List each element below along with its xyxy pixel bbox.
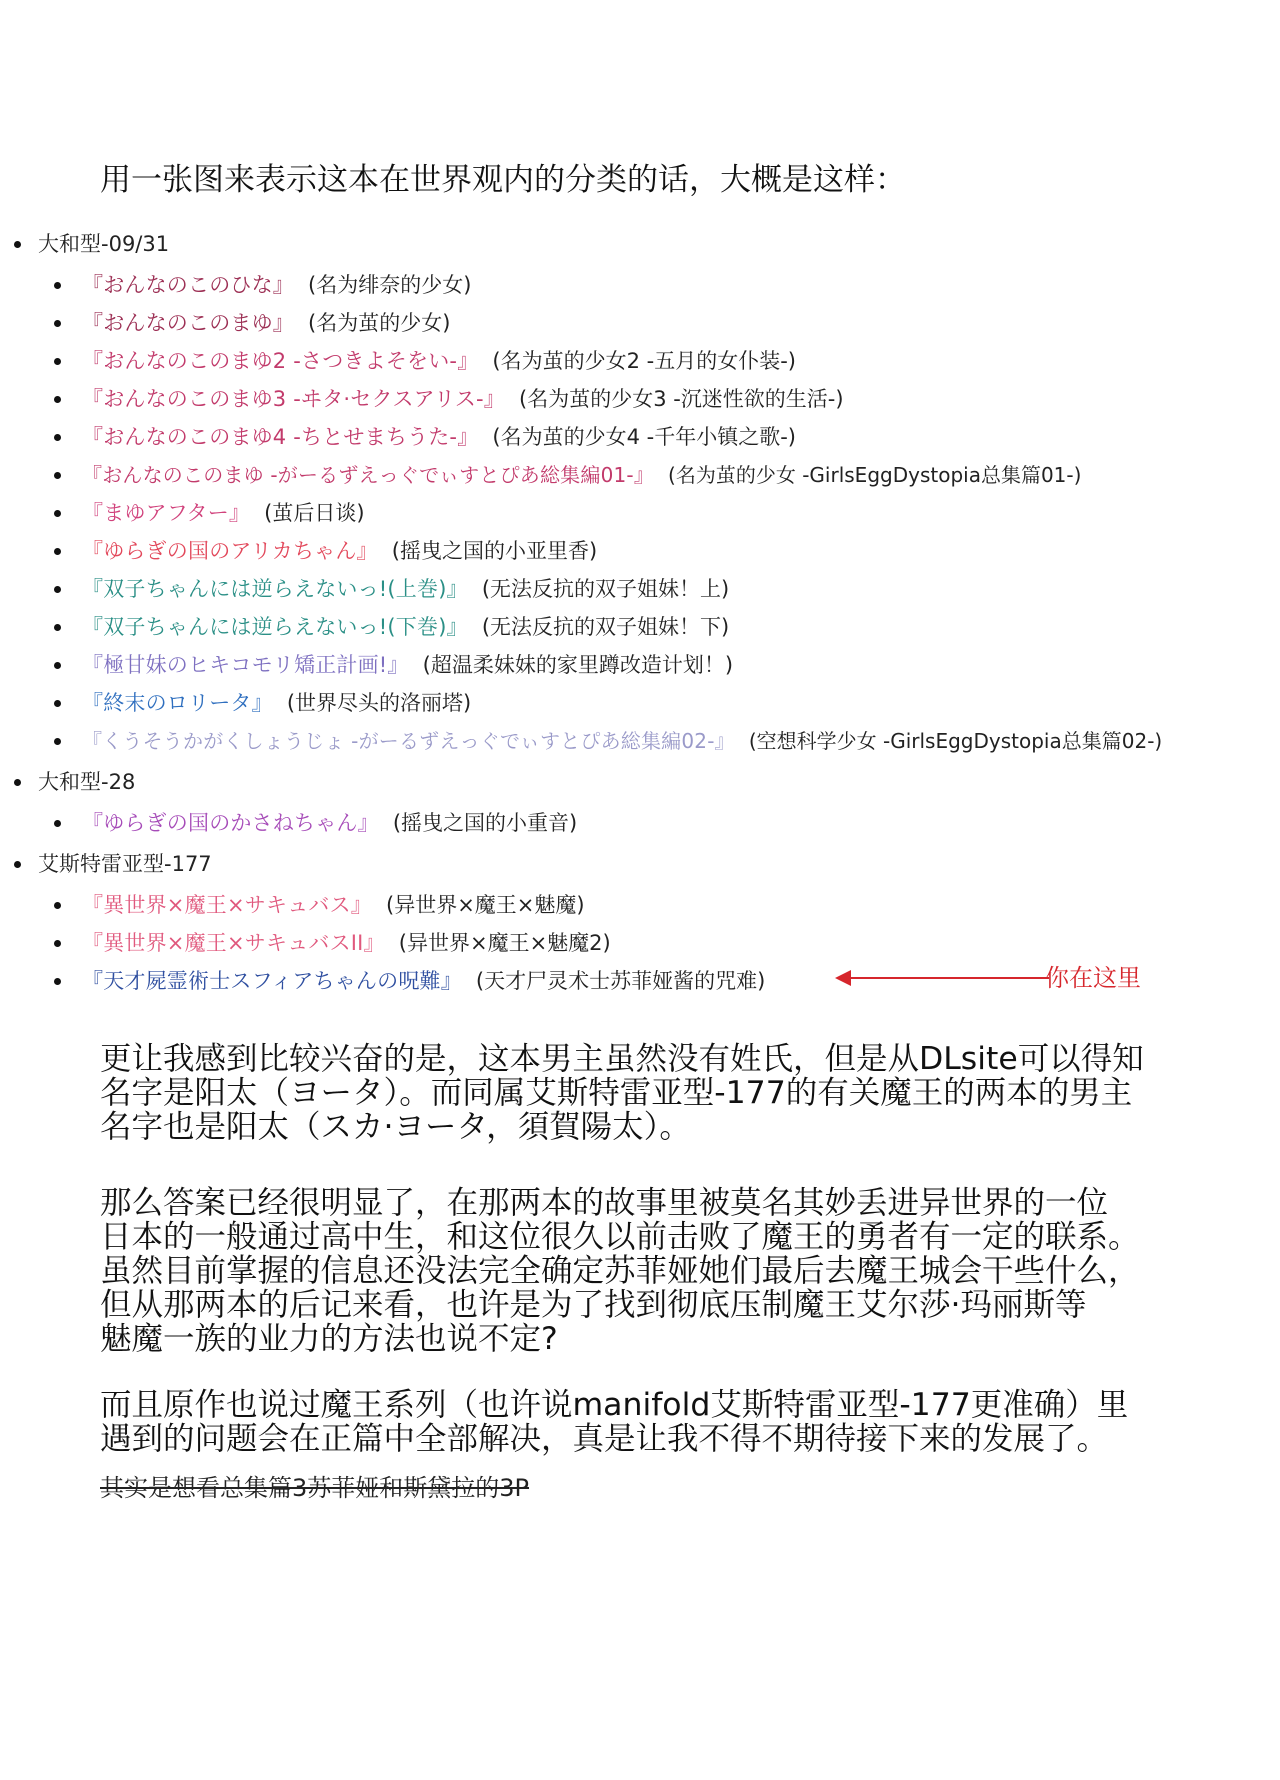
work-translation: (名为茧的少女4 -千年小镇之歌-) bbox=[492, 425, 796, 449]
paragraph-line: 名字也是阳太（スカ·ヨータ，須賀陽太）。 bbox=[100, 1109, 691, 1145]
work-list-item bbox=[0, 722, 1280, 760]
intro-heading: 用一张图来表示这本在世界观内的分类的话，大概是这样： bbox=[100, 162, 906, 198]
work-translation: (名为茧的少女3 -沉迷性欲的生活-) bbox=[519, 387, 844, 411]
paragraph-line: 名字是阳太（ヨータ）。而同属艾斯特雷亚型-177的有关魔王的两本的男主 bbox=[100, 1075, 1133, 1111]
work-translation: (摇曳之国的小亚里香) bbox=[391, 539, 598, 563]
paragraph-1 bbox=[100, 1042, 1220, 1144]
you-are-here-marker bbox=[835, 959, 1155, 997]
work-translation: (空想科学少女 -GirlsEggDystopia总集篇02-) bbox=[748, 729, 1163, 753]
paragraph-line: 遇到的问题会在正篇中全部解决，真是让我不得不期待接下来的发展了。 bbox=[100, 1421, 1109, 1457]
work-title: 『おんなのこのまゆ3 -ヰタ·セクスアリス-』 bbox=[82, 387, 505, 411]
work-list-item bbox=[0, 342, 1280, 380]
group-label: 艾斯特雷亚型-177 bbox=[0, 842, 1280, 886]
work-translation: (天才尸灵术士苏菲娅酱的咒难) bbox=[475, 969, 766, 993]
work-list-item bbox=[0, 804, 1280, 842]
group-label: 大和型-09/31 bbox=[0, 222, 1280, 266]
paragraph-line: 那么答案已经很明显了，在那两本的故事里被莫名其妙丢进异世界的一位 bbox=[100, 1185, 1109, 1221]
work-title: 『おんなのこのまゆ -がーるずえっぐでぃすとぴあ総集編01-』 bbox=[82, 463, 655, 487]
work-translation: (摇曳之国的小重音) bbox=[392, 811, 578, 835]
paragraph-line: 日本的一般通过高中生，和这位很久以前击败了魔王的勇者有一定的联系。 bbox=[100, 1219, 1140, 1255]
work-title: 『おんなのこのまゆ』 bbox=[82, 311, 294, 335]
work-list-item bbox=[0, 456, 1280, 494]
work-list-item bbox=[0, 266, 1280, 304]
classification-tree bbox=[0, 222, 1280, 1000]
work-title: 『ゆらぎの国のアリカちゃん』 bbox=[82, 539, 378, 563]
work-translation: (世界尽头的洛丽塔) bbox=[286, 691, 472, 715]
strikethrough-note: 其实是想看总集篇3苏菲娅和斯黛拉的3P bbox=[100, 1474, 530, 1502]
work-list-item bbox=[0, 646, 1280, 684]
work-title: 『おんなのこのまゆ4 -ちとせまちうた-』 bbox=[82, 425, 479, 449]
group-label: 大和型-28 bbox=[0, 760, 1280, 804]
you-are-here-label: 你在这里 bbox=[1045, 964, 1141, 992]
work-translation: (超温柔妹妹的家里蹲改造计划！) bbox=[422, 653, 734, 677]
paragraph-2 bbox=[100, 1186, 1220, 1356]
work-translation: (名为茧的少女) bbox=[308, 311, 451, 335]
paragraph-line: 而且原作也说过魔王系列（也许说manifold艾斯特雷亚型-177更准确）里 bbox=[100, 1387, 1129, 1423]
work-translation: (异世界×魔王×魅魔2) bbox=[398, 931, 611, 955]
work-translation: (名为茧的少女2 -五月的女仆装-) bbox=[492, 349, 796, 373]
paragraph-3 bbox=[100, 1388, 1220, 1456]
work-translation: (名为绯奈的少女) bbox=[308, 273, 472, 297]
work-translation: (名为茧的少女 -GirlsEggDystopia总集篇01-) bbox=[668, 463, 1082, 487]
paragraph-line: 更让我感到比较兴奋的是，这本男主虽然没有姓氏，但是从DLsite可以得知 bbox=[100, 1041, 1144, 1077]
work-translation: (茧后日谈) bbox=[264, 501, 365, 525]
work-translation: (无法反抗的双子姐妹！下) bbox=[481, 615, 730, 639]
work-list-item bbox=[0, 418, 1280, 456]
work-title: 『双子ちゃんには逆らえないっ!(上巻)』 bbox=[82, 577, 468, 601]
work-title: 『異世界×魔王×サキュバス』 bbox=[82, 893, 372, 917]
work-list-item bbox=[0, 886, 1280, 924]
work-list-item bbox=[0, 570, 1280, 608]
paragraph-line: 但从那两本的后记来看，也许是为了找到彻底压制魔王艾尔莎·玛丽斯等 bbox=[100, 1287, 1087, 1323]
work-list-item bbox=[0, 304, 1280, 342]
work-list-item bbox=[0, 380, 1280, 418]
work-title: 『極甘妹のヒキコモリ矯正計画!』 bbox=[82, 653, 409, 677]
work-title: 『おんなのこのまゆ2 -さつきよそをい-』 bbox=[82, 349, 479, 373]
work-list-item bbox=[0, 684, 1280, 722]
work-title: 『双子ちゃんには逆らえないっ!(下巻)』 bbox=[82, 615, 468, 639]
work-translation: (异世界×魔王×魅魔) bbox=[386, 893, 585, 917]
work-title: 『くうそうかがくしょうじょ -がーるずえっぐでぃすとぴあ総集編02-』 bbox=[82, 729, 735, 753]
work-list-item bbox=[0, 494, 1280, 532]
work-title: 『異世界×魔王×サキュバスII』 bbox=[82, 931, 385, 955]
work-list-item bbox=[0, 924, 1280, 962]
work-list-item bbox=[0, 608, 1280, 646]
arrow-shaft bbox=[849, 977, 1049, 979]
work-title: 『天才屍霊術士スフィアちゃんの呪難』 bbox=[82, 969, 462, 993]
work-title: 『まゆアフター』 bbox=[82, 501, 251, 525]
work-translation: (无法反抗的双子姐妹！上) bbox=[481, 577, 730, 601]
work-list-item bbox=[0, 532, 1280, 570]
work-title: 『終末のロリータ』 bbox=[82, 691, 273, 715]
work-title: 『おんなのこのひな』 bbox=[82, 273, 294, 297]
paragraph-line: 魅魔一族的业力的方法也说不定? bbox=[100, 1321, 558, 1357]
work-title: 『ゆらぎの国のかさねちゃん』 bbox=[82, 811, 379, 835]
paragraph-line: 虽然目前掌握的信息还没法完全确定苏菲娅她们最后去魔王城会干些什么， bbox=[100, 1253, 1140, 1289]
